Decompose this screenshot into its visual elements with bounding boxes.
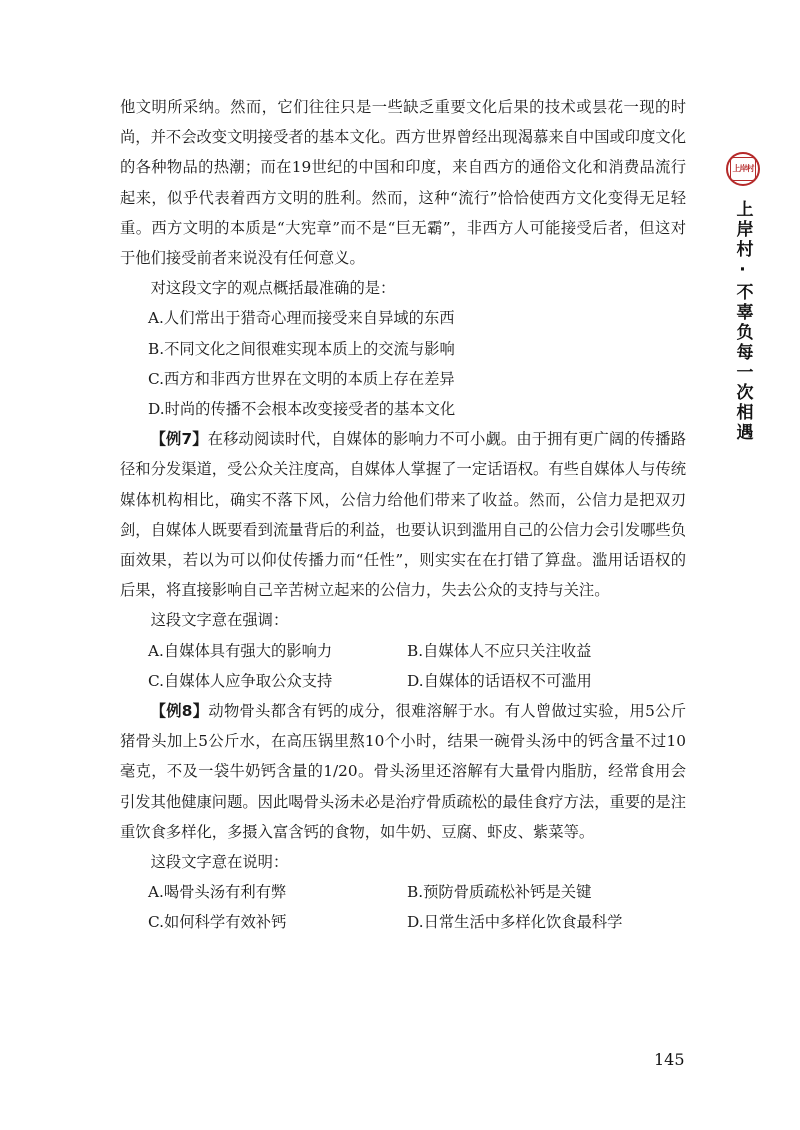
q8-option-c: C.如何科学有效补钙 xyxy=(148,913,287,932)
q7-option-b: B.自媒体人不应只关注收益 xyxy=(407,641,592,660)
brand-seal xyxy=(726,152,760,186)
q8-passage xyxy=(120,696,686,847)
q7-question: 这段文字意在强调： xyxy=(150,611,289,630)
q7-passage xyxy=(120,424,686,605)
q8-label: 【例8】 xyxy=(150,702,209,721)
q6-option-a: A.人们常出于猎奇心理而接受来自异域的东西 xyxy=(148,309,455,328)
q8-options-row-2 xyxy=(120,907,686,937)
q8-option-d: D.日常生活中多样化饮食最科学 xyxy=(407,913,623,932)
q6-option-d: D.时尚的传播不会根本改变接受者的基本文化 xyxy=(148,400,456,419)
side-banner xyxy=(722,152,764,443)
brand-slogan: 上岸村·不辜负每一次相遇 xyxy=(732,200,753,443)
q8-options-row-1 xyxy=(120,877,686,907)
q6-question: 对这段文字的观点概括最准确的是： xyxy=(150,279,396,298)
page-content xyxy=(120,92,686,938)
q8-option-a: A.喝骨头汤有利有弊 xyxy=(148,883,287,902)
q8-text: 动物骨头都含有钙的成分，很难溶解于水。有人曾做过实验，用5公斤猪骨头加上5公斤水，在高压锅里熬10个小时，结果一碗骨头汤中的钙含量不过10毫克，不及一袋牛奶钙含量的1/20。骨头汤里还溶解有大量骨内脂肪，经常食用会引发其他健康问题。因此喝骨头汤未必是治疗骨质疏松的最佳食疗方法，重要的是注重饮食多样化，多摄入富含钙的食物，如牛奶、豆腐、虾皮、紫菜等。 xyxy=(120,702,687,841)
q7-option-d: D.自媒体的话语权不可滥用 xyxy=(407,671,592,690)
q7-option-c: C.自媒体人应争取公众支持 xyxy=(148,671,333,690)
q7-options-row-2 xyxy=(120,666,686,696)
q7-option-a: A.自媒体具有强大的影响力 xyxy=(148,641,333,660)
q6-option-b: B.不同文化之间很难实现本质上的交流与影响 xyxy=(148,339,455,358)
q7-options-row-1 xyxy=(120,636,686,666)
brand-seal-text: 上岸村 xyxy=(732,164,754,173)
q8-question: 这段文字意在说明： xyxy=(150,853,289,872)
page-number: 145 xyxy=(654,1050,685,1069)
q8-option-b: B.预防骨质疏松补钙是关键 xyxy=(407,883,592,902)
q7-label: 【例7】 xyxy=(150,430,208,449)
q6-option-c: C.西方和非西方世界在文明的本质上存在差异 xyxy=(148,369,455,388)
q7-text: 在移动阅读时代，自媒体的影响力不可小觑。由于拥有更广阔的传播路径和分发渠道，受公众关注度高，自媒体人掌握了一定话语权。有些自媒体人与传统媒体机构相比，确实不落下风，公信力给他们带来了收益。然而，公信力是把双刃剑，自媒体人既要看到流量背后的利益，也要认识到滥用自己的公信力会引发哪些负面效果，若以为可以仰仗传播力而“任性”，则实实在在打错了算盘。滥用话语权的后果，将直接影响自己辛苦树立起来的公信力，失去公众的支持与关注。 xyxy=(120,430,686,600)
brand-seal-inner xyxy=(730,157,756,181)
q6-passage: 他文明所采纳。然而，它们往往只是一些缺乏重要文化后果的技术或昙花一现的时尚，并不会改变文明接受者的基本文化。西方世界曾经出现渴慕来自中国或印度文化的各种物品的热潮；而在19世纪的中国和印度，来自西方的通俗文化和消费品流行起来，似乎代表着西方文明的胜利。然而，这种“流行”恰恰使西方文化变得无足轻重。西方文明的本质是“大宪章”而不是“巨无霸”，非西方人可能接受后者，但这对于他们接受前者来说没有任何意义。 xyxy=(120,98,686,268)
